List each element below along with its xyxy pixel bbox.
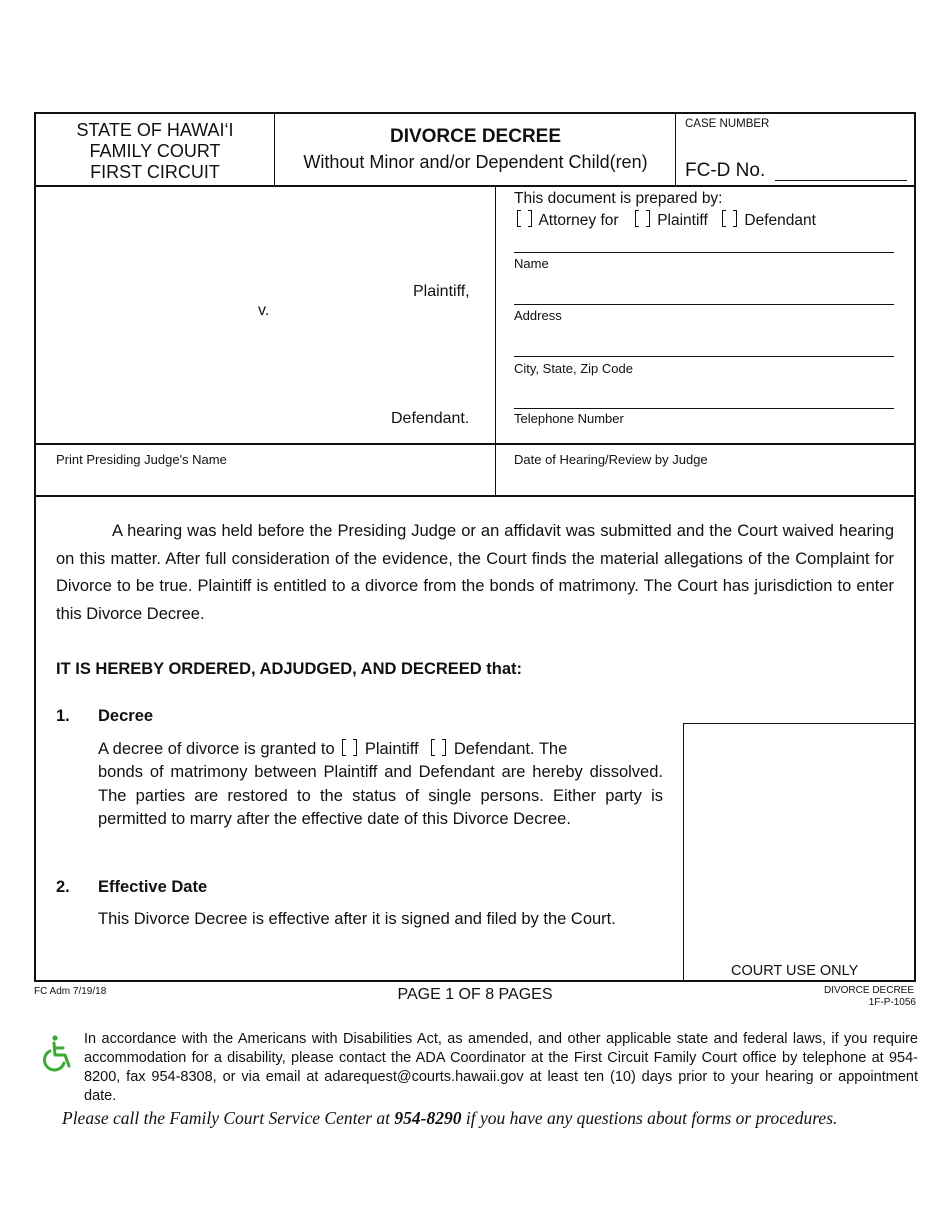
hearing-date-label: Date of Hearing/Review by Judge [514,452,708,467]
decree-plaintiff-label: Plaintiff [364,740,419,758]
header-col-divider-1 [274,112,275,185]
judge-name-label: Print Presiding Judge's Name [56,452,227,467]
document-title: DIVORCE DECREE [389,126,562,147]
order-heading: IT IS HEREBY ORDERED, ADJUDGED, AND DECREED that: [56,660,523,678]
plaintiff-label: Plaintiff, [413,283,470,300]
case-number-label: CASE NUMBER [685,118,770,130]
versus-label: v. [258,302,270,319]
prepared-by-heading: This document is prepared by: [514,190,723,207]
telephone-field[interactable] [514,408,894,409]
court-line-1: STATE OF HAWAI‘I [76,120,234,140]
address-label: Address [514,308,562,323]
accessibility-icon [38,1033,78,1073]
name-field[interactable] [514,252,894,253]
doc-code: 1F-P-1056 [868,997,916,1008]
document-subtitle: Without Minor and/or Dependent Child(ren) [303,152,648,172]
court-line-3: FIRST CIRCUIT [90,162,220,182]
header-divider [34,185,916,187]
service-center-phone: 954-8290 [394,1108,462,1128]
section-1-title: Decree [98,707,154,725]
section-2-number: 2. [56,878,70,896]
fcd-number-label: FC-D No. [685,160,766,181]
defendant-option-label: Defendant [744,212,816,229]
section-1-text-a: A decree of divorce is granted to [98,740,335,758]
doc-name: DIVORCE DECREE [823,985,914,996]
court-name [36,120,274,183]
telephone-label: Telephone Number [514,411,624,426]
intro-paragraph: A hearing was held before the Presiding Judge or an affidavit was submitted and the Court waived hearing on this matter. After full consideration of the evidence, the Court finds the material allegations of the Complaint for Divorce to be true. Plaintiff is entitled to a divorce from the bonds of matrimony. The Court has jurisdiction to enter this Divorce Decree. [56,522,894,623]
section-2-text: This Divorce Decree is effective after it is signed and filed by the Court. [98,910,616,928]
prepared-by-options [514,208,816,230]
court-use-box-top [683,723,916,724]
court-use-only-label: COURT USE ONLY [731,963,859,979]
plaintiff-option-label: Plaintiff [657,212,708,229]
fcd-number-field[interactable] [775,180,907,181]
form-id: FC Adm 7/19/18 [34,986,107,997]
ada-notice: In accordance with the Americans with Disabilities Act, as amended, and other applicable state and federal laws, if you require accommodation for a disability, please contact the ADA Coordinator at the First Circuit Family Court office by telephone at 954-8200, fax 954-8308, or via email at adarequest@courts.hawaii.gov at least ten (10) days prior to your hearing or appointment date. [84,1031,918,1104]
city-state-zip-field[interactable] [514,356,894,357]
court-use-box-left [683,723,684,982]
city-state-zip-label: City, State, Zip Code [514,361,633,376]
service-center-note [62,1108,837,1129]
address-field[interactable] [514,304,894,305]
service-center-text-after: if you have any questions about forms or procedures. [465,1108,838,1128]
section-1-number: 1. [56,707,70,725]
court-line-2: FAMILY COURT [89,141,221,161]
service-center-text-before: Please call the Family Court Service Center at [62,1108,391,1128]
name-label: Name [514,256,549,271]
decree-defendant-checkbox[interactable] [431,739,446,756]
section-2-title: Effective Date [98,878,208,896]
document-title-block [276,124,675,174]
parties-divider [34,443,916,445]
attorney-for-label: Attorney for [538,212,619,229]
page-info: PAGE 1 OF 8 PAGES [397,986,553,1003]
decree-defendant-label: Defendant. The [453,740,568,758]
judge-row-divider [34,495,916,497]
section-1-text-b: bonds of matrimony between Plaintiff and Defendant are hereby dissolved. The parties are restored to the status of single persons. Either party is permitted to marry after the effective date of this Divorce Decree. [98,763,663,828]
attorney-checkbox[interactable] [517,210,532,227]
defendant-label: Defendant. [391,410,470,427]
plaintiff-checkbox[interactable] [635,210,650,227]
header-col-divider-2 [675,112,676,185]
middle-col-divider [495,185,496,495]
section-1-first-line [98,737,663,762]
defendant-checkbox[interactable] [722,210,737,227]
decree-plaintiff-checkbox[interactable] [342,739,357,756]
